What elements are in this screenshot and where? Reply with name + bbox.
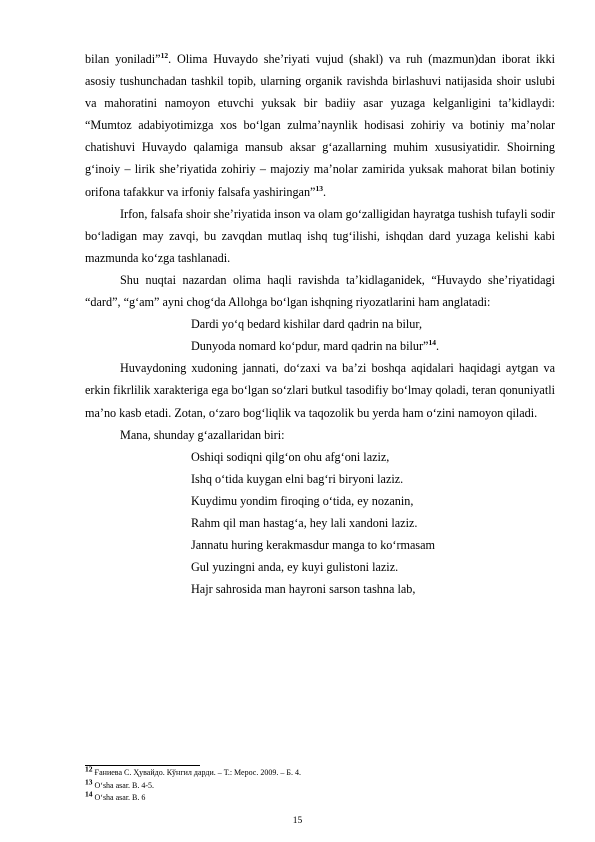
footnote-12 xyxy=(85,764,555,780)
footnote-ref-14[interactable]: 14 xyxy=(428,338,436,348)
footnote-divider xyxy=(85,765,200,766)
footnote-text: O‘sha asar. B. 6 xyxy=(94,793,146,802)
footnote-number: 13 xyxy=(85,776,93,786)
verse-line: Jannatu huring kerakmasdur manga to ko‘rmasam xyxy=(191,538,436,553)
verse-line: Hajr sahrosida man hayroni sarson tashna lab, xyxy=(191,582,416,597)
paragraph-4: Huvaydoning xudoning jannati, do‘zaxi va ba’zi boshqa aqidalari haqidagi aytgan va erkin fikrlilik xarakteriga ega bo‘lgan so‘zlari butkul tasodifiy bo‘lmay qoladi, teran qonuniyatli ma’no kasb etadi. Zotan, o‘zaro bog‘liqlik va taqozolik bu yerda ham o‘zini namoyon qiladi. xyxy=(85,361,555,420)
verse-line: Ishq o‘tida kuygan elni bag‘ri biryoni laziz. xyxy=(191,471,404,486)
paragraph-5: Mana, shunday g‘azallaridan biri: xyxy=(120,427,285,442)
verse-line: Rahm qil man hastag‘a, hey lali xandoni laziz. xyxy=(191,515,418,530)
paragraph-3: Shu nuqtai nazardan olima haqli ravishda ta’kidlaganidek, “Huvaydo she’riyatidagi “dard”, “g‘am” ayni chog‘da Allohga bo‘lgan ishqning riyozatlarini ham anglatadi: xyxy=(85,272,555,310)
footnote-13 xyxy=(85,776,555,793)
paragraph-1 xyxy=(85,48,555,203)
verse-line xyxy=(85,335,555,357)
verse-line: Kuydimu yondim firoqing o‘tida, ey nozanin, xyxy=(191,493,414,508)
verse-line: Dardi yo‘q bedard kishilar dard qadrin na bilur, xyxy=(191,317,423,332)
paragraph-1-text: bilan yoniladi” xyxy=(85,52,161,66)
paragraph-2: Irfon, falsafa shoir she’riyatida inson va olam go‘zalligidan hayratga tushish tufayli sodir bo‘ladigan may zavqi, bu zavqdan mutlaq ishq tug‘ilishi, ishqdan dard yuzaga kelishi kabi mazmunda ko‘zga tashlanadi. xyxy=(85,206,555,265)
footnote-text: Ғаниева С. Ҳувайдо. Кўнгил дарди. – Т.: Мерос. 2009. – Б. 4. xyxy=(94,768,301,777)
footnote-number: 12 xyxy=(85,764,93,774)
verse-line-end: . xyxy=(435,339,439,354)
verse-line: Gul yuzingni anda, ey kuyi gulistoni laziz. xyxy=(191,560,399,575)
footnote-14 xyxy=(85,789,555,805)
body-text xyxy=(85,48,555,600)
verse-line: Oshiqi sodiqni qilg‘on ohu afg‘oni laziz, xyxy=(191,449,390,464)
paragraph-1-end: . xyxy=(322,184,326,199)
footnote-ref-13[interactable]: 13 xyxy=(315,183,323,193)
page-number: 15 xyxy=(292,816,303,826)
paragraph-1-tail: . Olima Huvaydo she’riyati vujud (shakl) va ruh (mazmun)dan iborat ikki asosiy tushunchadan tashkil topib, ularning organik ravishda birlashuvi natijasida shoir uslubi va mahoratini namoyon etuvchi yuksak bir badiiy asar yuzaga kelganligini ta’kidlaydi: “Mumtoz adabiyotimizga xos bo‘lgan zulma’naynlik hodisasi zohiriy va botiniy ma’nolar chatishuvi Huvaydo qalamiga mansub aksar g‘azallarning muhim xususiyatidir. Shoirning g‘inoiy – lirik she’riyatida zohiriy – majoziy ma’nolar zamirida yuksak mahorat bilan botiniy orifona tafakkur va irfoniy falsafa yashiringan” xyxy=(85,52,555,199)
footnote-ref-12[interactable]: 12 xyxy=(160,50,169,60)
verse-line-text: Dunyoda nomard ko‘pdur, mard qadrin na bilur” xyxy=(191,339,429,354)
footnote-text: O‘sha asar. B. 4-5. xyxy=(94,780,155,790)
footnotes xyxy=(85,764,555,805)
footnote-number: 14 xyxy=(85,789,93,799)
